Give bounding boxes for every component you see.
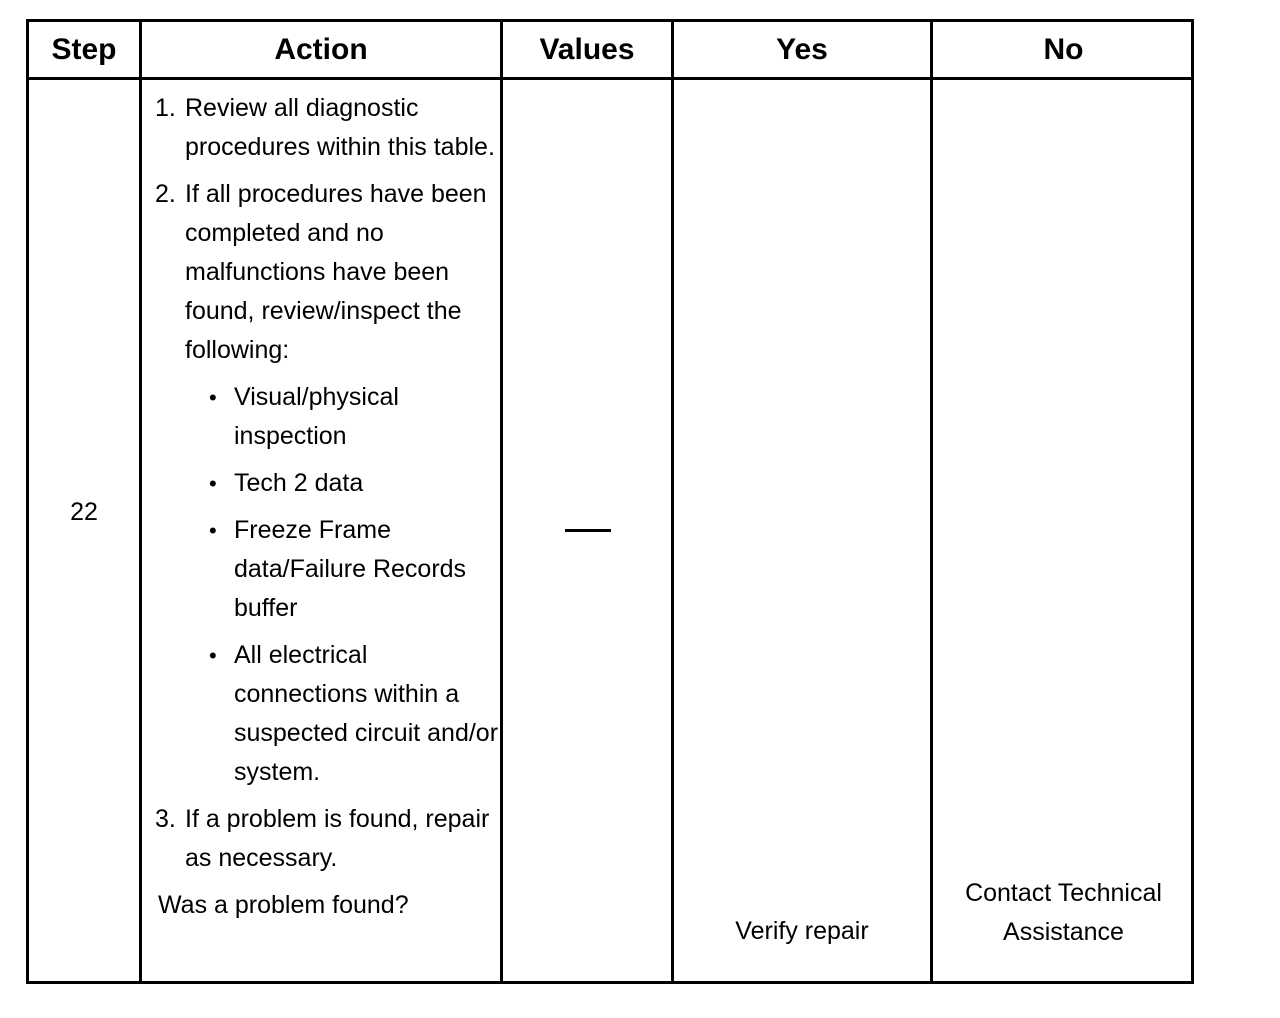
inspection-item: • Visual/physical inspection bbox=[142, 378, 500, 456]
no-result: Contact Technical Assistance bbox=[965, 879, 1162, 946]
inspection-item: • Tech 2 data bbox=[142, 464, 500, 503]
header-step: Step bbox=[51, 33, 117, 66]
action-item: 2. If all procedures have been completed and no malfunctions have been found, review/inspect the following: bbox=[155, 180, 487, 364]
header-action: Action bbox=[274, 33, 368, 66]
bullet-icon: • bbox=[209, 518, 217, 543]
action-item: 3. If a problem is found, repair as necessary. bbox=[155, 805, 490, 872]
column-divider bbox=[930, 22, 933, 981]
step-number: 22 bbox=[70, 498, 98, 526]
values-dash bbox=[565, 529, 611, 532]
column-divider bbox=[500, 22, 503, 981]
bullet-icon: • bbox=[209, 385, 217, 410]
header-no: No bbox=[1043, 33, 1084, 66]
column-divider bbox=[671, 22, 674, 981]
action-item-text: If all procedures have been completed and no malfunctions have been found, review/inspect the following: bbox=[185, 180, 487, 364]
inspection-list bbox=[142, 378, 500, 792]
action-item-text: If a problem is found, repair as necessary. bbox=[185, 805, 490, 872]
action-question: Was a problem found? bbox=[158, 891, 409, 919]
bullet-icon: • bbox=[209, 643, 217, 668]
diagnostic-table bbox=[26, 19, 1194, 984]
inspection-item: • Freeze Frame data/Failure Records buffer bbox=[142, 511, 500, 628]
bullet-icon: • bbox=[209, 471, 217, 496]
inspection-item: • All electrical connections within a suspected circuit and/or system. bbox=[142, 636, 500, 792]
action-item: 1. Review all diagnostic procedures within this table. bbox=[155, 94, 495, 161]
yes-result: Verify repair bbox=[735, 917, 869, 945]
action-item-text: Review all diagnostic procedures within this table. bbox=[185, 94, 495, 161]
action-cell bbox=[142, 81, 500, 981]
header-yes: Yes bbox=[776, 33, 828, 66]
header-values: Values bbox=[539, 33, 635, 66]
